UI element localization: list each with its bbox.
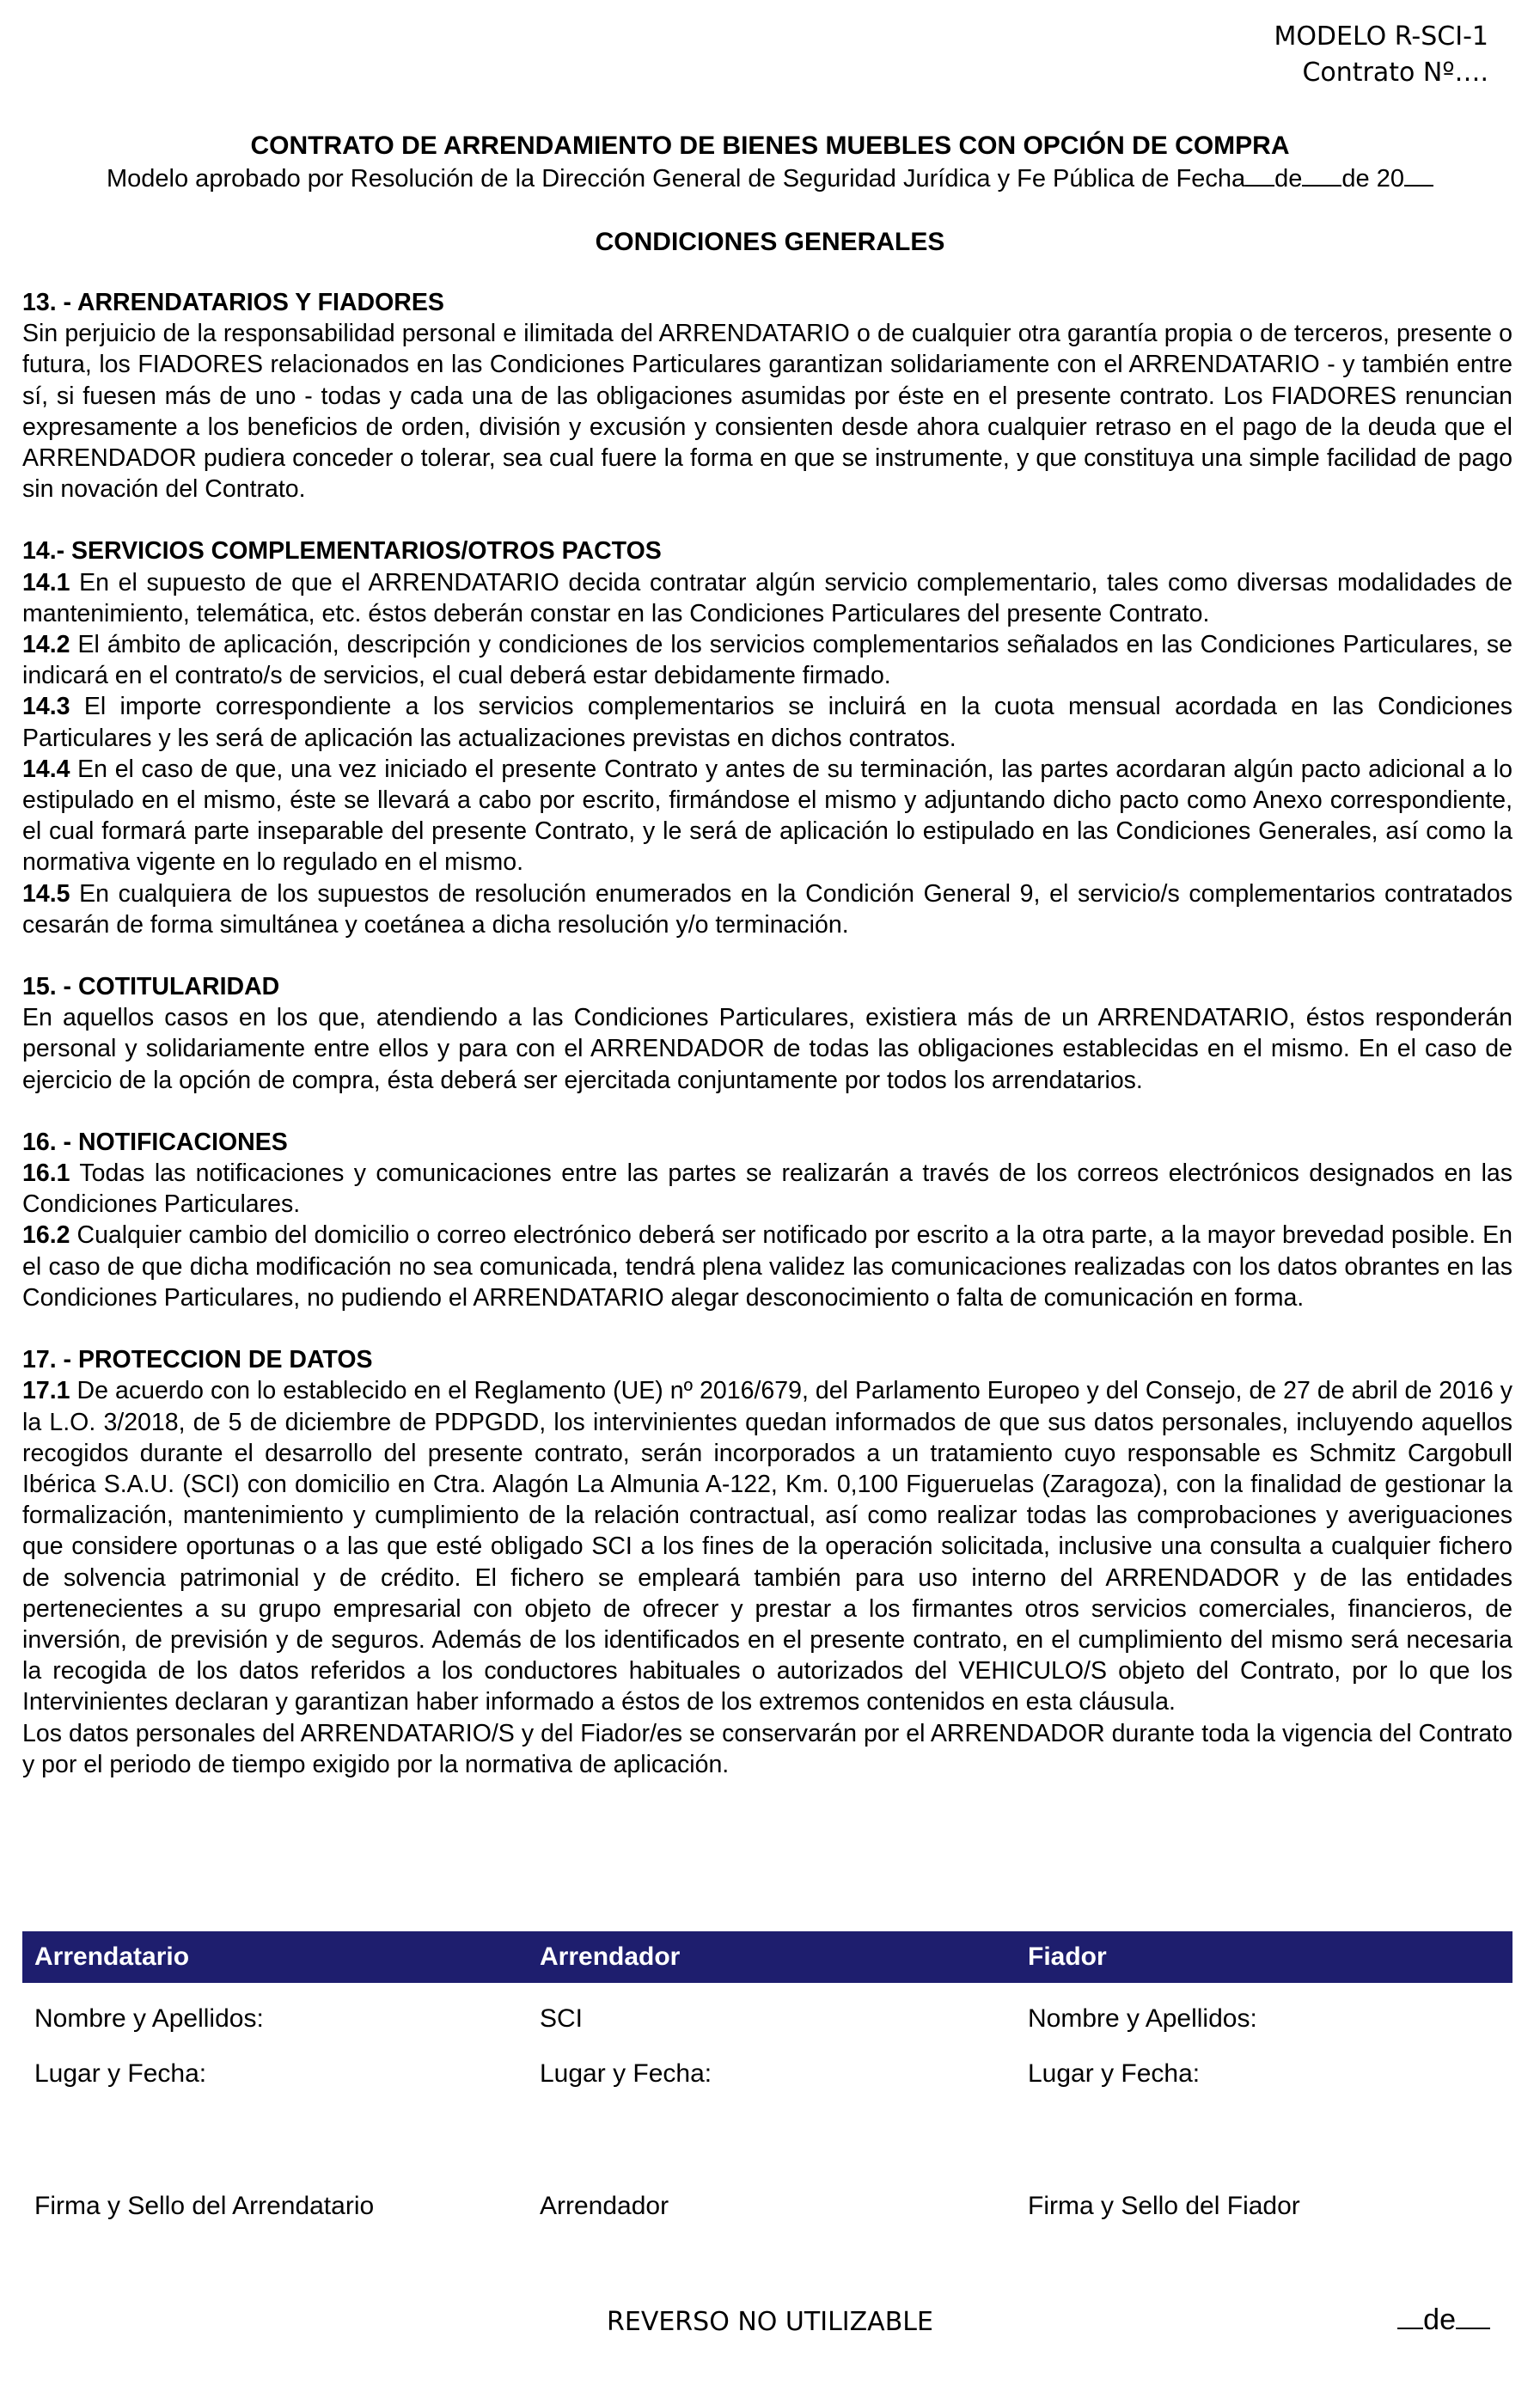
- contract-number: Contrato Nº….: [1302, 58, 1488, 88]
- arrendatario-name-label: Nombre y Apellidos:: [34, 2004, 264, 2033]
- arrendador-name: SCI: [540, 2004, 584, 2033]
- fiador-place-date-label: Lugar y Fecha:: [1028, 2059, 1201, 2088]
- place-date-row: [22, 2059, 1512, 2089]
- clause-14-5: 14.5 En cualquiera de los supuestos de resolución enumerados en la Condición General 9, el servicio/s complementarios contratados cesarán de forma simultánea y coetánea a dicha resolución y/o terminación.: [22, 879, 1512, 939]
- section-heading: 17. - PROTECCION DE DATOS: [22, 1346, 373, 1374]
- document-subtitle: [0, 162, 1540, 196]
- page-de: de: [1423, 2303, 1456, 2336]
- section-14: [22, 535, 1512, 940]
- subtitle-text: Modelo aprobado por Resolución de la Dirección General de Seguridad Jurídica y Fe Pública de Fecha: [107, 165, 1246, 193]
- data-retention-paragraph: Los datos personales del ARRENDATARIO/S y del Fiador/es se conservarán por el ARRENDADOR durante toda la vigencia del Contrato y por el periodo de tiempo exigido por la normativa de aplicación.: [22, 1719, 1512, 1778]
- signature-table-header: [22, 1931, 1512, 1983]
- fiador-name-label: Nombre y Apellidos:: [1028, 2004, 1257, 2033]
- section-heading: 13. - ARRENDATARIOS Y FIADORES: [22, 289, 444, 316]
- subtitle-de-1: de: [1274, 165, 1303, 193]
- signature-table: [22, 1931, 1512, 2222]
- section-15: [22, 971, 1512, 1096]
- section-paragraph: En aquellos casos en los que, atendiendo a las Condiciones Particulares, existiera más de un ARRENDATARIO, éstos responderán personal y solidariamente entre ellos y para con el ARRENDADOR de todas las obligaciones establecidas en el mismo. En el caso de ejercicio de la opción de compra, ésta deberá ser ejercitada conjuntamente por todos los arrendatarios.: [22, 1004, 1512, 1094]
- model-code: MODELO R-SCI-1: [1274, 21, 1488, 52]
- arrendador-place-date-label: Lugar y Fecha:: [540, 2059, 712, 2088]
- section-heading: 14.- SERVICIOS COMPLEMENTARIOS/OTROS PACTOS: [22, 537, 662, 566]
- arrendador-signature-label: Arrendador: [540, 2192, 669, 2220]
- fiador-signature-label: Firma y Sello del Fiador: [1028, 2192, 1300, 2220]
- section-17: [22, 1344, 1512, 1780]
- reverse-note: REVERSO NO UTILIZABLE: [607, 2307, 933, 2337]
- header-arrendador: Arrendador: [540, 1942, 681, 1971]
- name-row: [22, 2004, 1512, 2034]
- model-header: [1274, 19, 1488, 91]
- clause-17-1: 17.1 De acuerdo con lo establecido en el Reglamento (UE) nº 2016/679, del Parlamento Europeo y del Consejo, de 27 de abril de 2016 y la L.O. 3/2018, de 5 de diciembre de PDPGDD, los intervinientes quedan informados de que sus datos personales, incluyendo aquellos recogidos durante el desarrollo del presente contrato, serán incorporados a un tratamiento cuyo responsable es Schmitz Cargobull Ibérica S.A.U. (SCI) con domicilio en Ctra. Alagón La Almunia A-122, Km. 0,100 Figueruelas (Zaragoza), con la finalidad de gestionar la formalización, mantenimiento y cumplimiento de la relación contractual, así como realizar todas las comprobaciones y averiguaciones que considere oportunas o a las que esté obligado SCI a los fines de la operación solicitada, inclusive una consulta a cualquier fichero de solvencia patrimonial y de crédito. El fichero se empleará también para uso interno del ARRENDADOR y de las entidades pertenecientes a su grupo empresarial con objeto de ofrecer y prestar a los firmantes otros servicios comerciales, financieros, de inversión, de previsión y de seguros. Además de los identificados en el presente contrato, en el cumplimiento del mismo será necesaria la recogida de los datos referidos a los conductores habituales o autorizados del VEHICULO/S objeto del Contrato, por lo que los Intervinientes declaran y garantizan haber informado a éstos de los extremos contenidos en esta cláusula.: [22, 1377, 1512, 1716]
- page-counter: [1397, 2302, 1490, 2338]
- arrendatario-signature-label: Firma y Sello del Arrendatario: [34, 2192, 375, 2220]
- blank-page-total: [1456, 2303, 1490, 2329]
- clause-14-2: 14.2 El ámbito de aplicación, descripción y condiciones de los servicios complementarios señalados en las Condiciones Particulares, se indicará en el contrato/s de servicios, el cual deberá estar debidamente firmado.: [22, 631, 1512, 690]
- section-13: [22, 287, 1512, 505]
- blank-page-number: [1397, 2303, 1423, 2329]
- clause-16-2: 16.2 Cualquier cambio del domicilio o correo electrónico deberá ser notificado por escrito a la otra parte, a la mayor brevedad posible. En el caso de que dicha modificación no sea comunicada, tendrá plena validez las comunicaciones realizadas con los datos obrantes en las Condiciones Particulares, no pudiendo el ARRENDATARIO alegar desconocimiento o falta de comunicación en forma.: [22, 1221, 1512, 1312]
- section-heading: 15. - COTITULARIDAD: [22, 973, 280, 1001]
- section-heading: 16. - NOTIFICACIONES: [22, 1128, 288, 1156]
- header-arrendatario: Arrendatario: [34, 1942, 190, 1971]
- arrendatario-place-date-label: Lugar y Fecha:: [34, 2059, 207, 2088]
- header-fiador: Fiador: [1028, 1942, 1107, 1971]
- clause-16-1: 16.1 Todas las notificaciones y comunicaciones entre las partes se realizarán a través de los correos electrónicos designados en las Condiciones Particulares.: [22, 1159, 1512, 1219]
- document-title: CONTRATO DE ARRENDAMIENTO DE BIENES MUEBLES CON OPCIÓN DE COMPRA: [250, 132, 1290, 160]
- blank-month: [1302, 164, 1341, 187]
- conditions-title: CONDICIONES GENERALES: [595, 228, 945, 256]
- clause-14-3: 14.3 El importe correspondiente a los servicios complementarios se incluirá en la cuota mensual acordada en las Condiciones Particulares y les será de aplicación las actualizaciones previstas en dichos contratos.: [22, 693, 1512, 752]
- blank-day: [1245, 164, 1274, 187]
- signature-row: [22, 2191, 1512, 2222]
- clause-14-1: 14.1 En el supuesto de que el ARRENDATARIO decida contratar algún servicio complementario, tales como diversas modalidades de mantenimiento, telemática, etc. éstos deberán constar en las Condiciones Particulares del presente Contrato.: [22, 568, 1512, 627]
- contract-body: [22, 287, 1512, 1780]
- section-paragraph: Sin perjuicio de la responsabilidad personal e ilimitada del ARRENDATARIO o de cualquier otra garantía propia o de terceros, presente o futura, los FIADORES relacionados en las Condiciones Particulares garantizan solidariamente con el ARRENDATARIO - y también entre sí, si fuesen más de uno - todas y cada una de las obligaciones asumidas por éste en el presente contrato. Los FIADORES renuncian expresamente a los beneficios de orden, división y excusión y consienten desde ahora cualquier retraso en el pago de la deuda que el ARRENDADOR pudiera conceder o tolerar, sea cual fuere la forma en que se instrumente, y que constituya una simple facilidad de pago sin novación del Contrato.: [22, 320, 1512, 504]
- clause-14-4: 14.4 En el caso de que, una vez iniciado el presente Contrato y antes de su terminación, las partes acordaran algún pacto adicional a lo estipulado en el mismo, éste se llevará a cabo por escrito, firmándose el mismo y adjuntando dicho pacto como Anexo correspondiente, el cual formará parte inseparable del presente Contrato, y le será de aplicación lo estipulado en las Condiciones Generales, así como la normativa vigente en lo regulado en el mismo.: [22, 755, 1512, 877]
- subtitle-de-2: de 20: [1341, 165, 1404, 193]
- section-16: [22, 1127, 1512, 1313]
- blank-year: [1404, 164, 1433, 187]
